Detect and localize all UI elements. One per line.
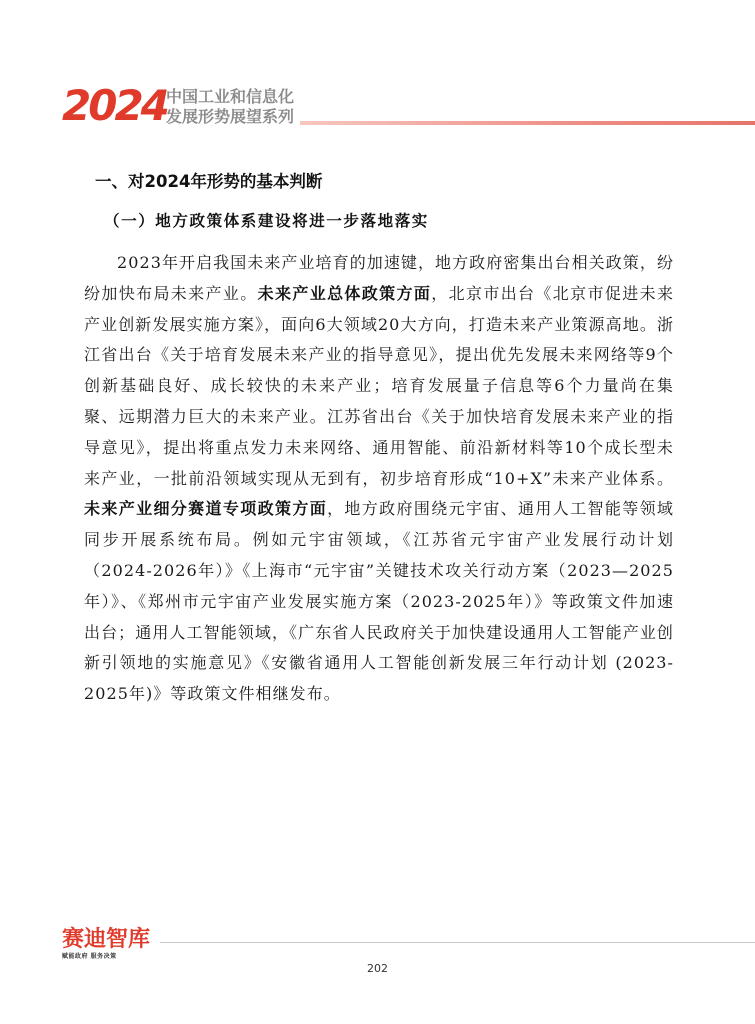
body-paragraph bbox=[84, 248, 674, 710]
paragraph-text-2: ，北京市出台《北京市促进未来产业创新发展实施方案》，面向6大领域20大方向，打造未来产业策源高地。浙江省出台《关于培育发展未来产业的指导意见》，提出优先发展未来网络等9个创新基础良好、成长较快的未来产业；培育发展量子信息等6个力量尚在集聚、远期潜力巨大的未来产业。江苏省出台《关于加快培育发展未来产业的指导意见》，提出将重点发力未来网络、通用智能、前沿新材料等10个成长型未来产业，一批前沿领域实现从无到有，初步培育形成“10+X”未来产业体系。 bbox=[84, 283, 674, 488]
subsection-heading: （一）地方政策体系建设将进一步落地落实 bbox=[104, 211, 429, 230]
footer-slogan: 赋能政府 服务决策 bbox=[62, 953, 117, 960]
footer-logo bbox=[62, 928, 150, 961]
series-title bbox=[166, 87, 294, 127]
series-title-line2: 发展形势展望系列 bbox=[166, 107, 295, 126]
page-number: 202 bbox=[367, 962, 388, 975]
paragraph-text-1: 2023年开启我国未来产业培育的加速键，地方政府密集出台相关政策，纷纷加快布局未来产业。 bbox=[84, 253, 674, 303]
series-title-line1: 中国工业和信息化 bbox=[166, 87, 295, 106]
paragraph-bold-1: 未来产业总体政策方面 bbox=[257, 283, 432, 303]
year-logo: 2024 bbox=[62, 81, 167, 130]
paragraph-bold-2: 未来产业细分赛道专项政策方面 bbox=[84, 499, 328, 519]
page-header bbox=[0, 0, 755, 140]
section-heading: 一、对2024年形势的基本判断 bbox=[95, 172, 323, 191]
header-divider bbox=[300, 121, 755, 125]
footer-divider bbox=[160, 942, 755, 943]
paragraph-text-3: ，地方政府围绕元宇宙、通用人工智能等领域同步开展系统布局。例如元宇宙领域，《江苏省元宇宙产业发展行动计划（2024-2026年）》《上海市“元宇宙”关键技术攻关行动方案（2023—2025年）》、《郑州市元宇宙产业发展实施方案（2023-2025年）》等政策文件加速出台；通用人工智能领域，《广东省人民政府关于加快建设通用人工智能产业创新引领地的实施意见》《安徽省通用人工智能创新发展三年行动计划 (2023-2025年)》等政策文件相继发布。 bbox=[84, 499, 674, 704]
footer-brand: 赛迪智库 bbox=[62, 927, 151, 952]
